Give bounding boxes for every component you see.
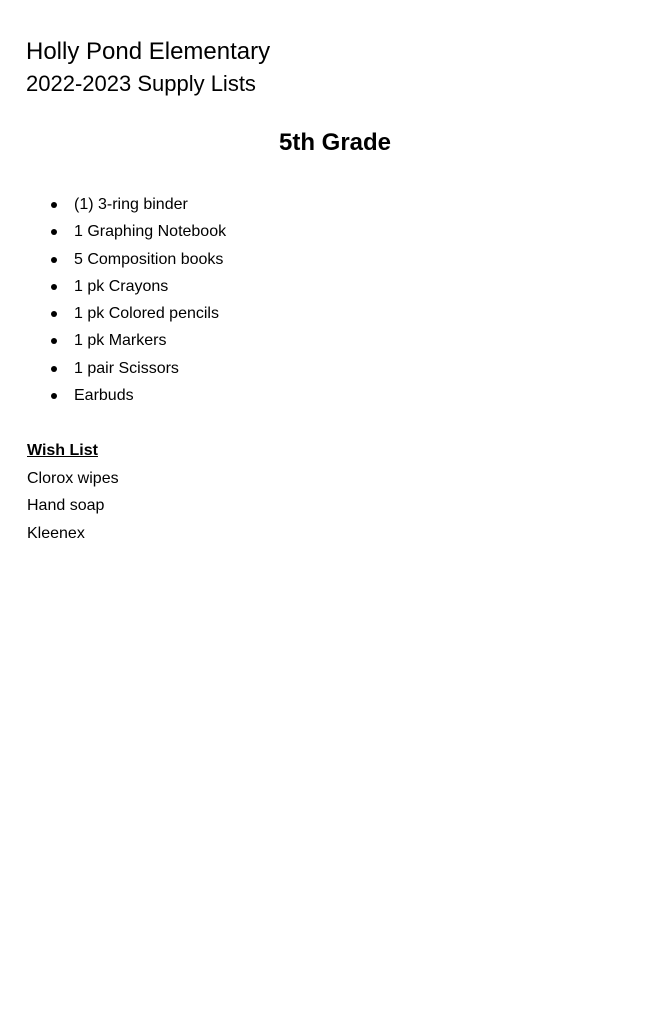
supply-list-title: 2022-2023 Supply Lists: [26, 71, 256, 96]
bullet-icon: [51, 284, 57, 290]
bullet-icon: [51, 202, 57, 208]
supply-item: [0, 327, 226, 354]
supply-item-label: 1 Graphing Notebook: [74, 223, 227, 241]
supply-list: [0, 191, 226, 409]
supply-item-label: 1 pair Scissors: [74, 359, 179, 377]
bullet-icon: [51, 229, 57, 235]
supply-item-label: Earbuds: [74, 387, 134, 405]
bullet-icon: [51, 338, 57, 344]
supply-item: [0, 273, 226, 300]
wish-list-item: Kleenex: [27, 524, 85, 542]
wish-list-heading: Wish List: [27, 442, 98, 459]
bullet-icon: [51, 366, 57, 372]
wish-list: [27, 465, 119, 547]
supply-item-label: 1 pk Markers: [74, 332, 167, 350]
supply-item: [0, 300, 226, 327]
supply-item: [0, 355, 226, 382]
supply-item-label: (1) 3-ring binder: [74, 196, 188, 213]
supply-item: [0, 382, 226, 409]
grade-heading: 5th Grade: [278, 129, 392, 156]
wish-list-item: Clorox wipes: [27, 470, 119, 487]
supply-item: [0, 246, 226, 273]
bullet-icon: [51, 311, 57, 317]
supply-item: [0, 191, 226, 218]
bullet-icon: [51, 257, 57, 263]
supply-item-label: 1 pk Crayons: [74, 277, 169, 295]
school-name: Holly Pond Elementary: [26, 38, 271, 65]
bullet-icon: [51, 393, 57, 399]
wish-list-item: Hand soap: [27, 497, 105, 515]
supply-item-label: 1 pk Colored pencils: [74, 305, 219, 323]
supply-item: [0, 218, 226, 245]
supply-item-label: 5 Composition books: [74, 250, 224, 268]
